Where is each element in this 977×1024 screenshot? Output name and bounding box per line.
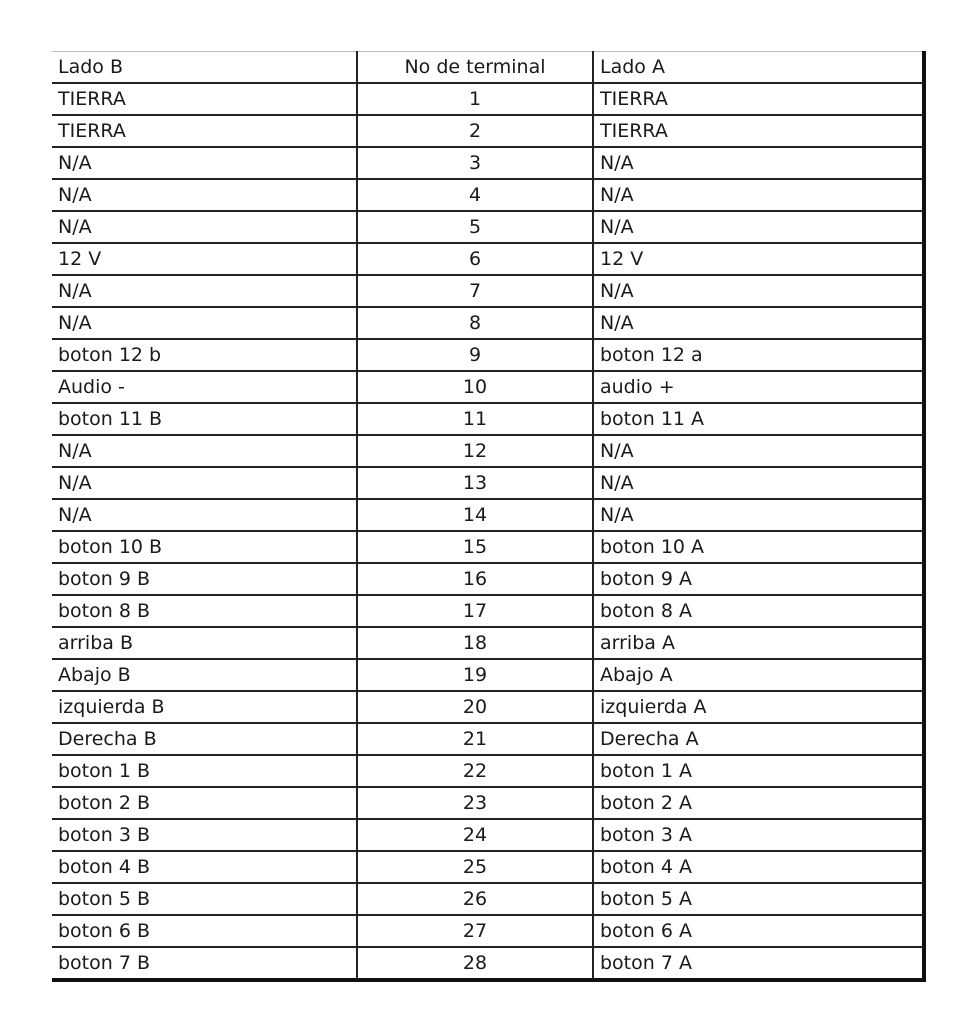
cell-side-b: boton 9 B xyxy=(52,563,357,595)
cell-side-b: N/A xyxy=(52,179,357,211)
cell-side-a: boton 5 A xyxy=(593,883,924,915)
cell-terminal: 28 xyxy=(357,947,593,980)
cell-terminal: 25 xyxy=(357,851,593,883)
cell-side-b: boton 11 B xyxy=(52,403,357,435)
cell-side-a: 12 V xyxy=(593,243,924,275)
cell-terminal: 11 xyxy=(357,403,593,435)
cell-side-b: boton 1 B xyxy=(52,755,357,787)
table-row xyxy=(52,275,924,307)
cell-side-a: boton 12 a xyxy=(593,339,924,371)
cell-side-b: N/A xyxy=(52,275,357,307)
table-row xyxy=(52,851,924,883)
cell-side-b: boton 3 B xyxy=(52,819,357,851)
cell-side-a: izquierda A xyxy=(593,691,924,723)
table-row xyxy=(52,755,924,787)
cell-terminal: 9 xyxy=(357,339,593,371)
cell-side-a: Derecha A xyxy=(593,723,924,755)
cell-terminal: 1 xyxy=(357,83,593,115)
table-row xyxy=(52,659,924,691)
cell-side-a: boton 6 A xyxy=(593,915,924,947)
table-row xyxy=(52,499,924,531)
cell-terminal: 18 xyxy=(357,627,593,659)
table-row xyxy=(52,531,924,563)
header-side-b: Lado B xyxy=(52,52,357,84)
cell-terminal: 15 xyxy=(357,531,593,563)
table-row xyxy=(52,563,924,595)
cell-side-a: boton 11 A xyxy=(593,403,924,435)
pinout-sheet xyxy=(52,51,924,982)
table-row xyxy=(52,819,924,851)
table-row xyxy=(52,467,924,499)
table-row xyxy=(52,915,924,947)
cell-side-b: izquierda B xyxy=(52,691,357,723)
cell-side-a: boton 1 A xyxy=(593,755,924,787)
table-row xyxy=(52,787,924,819)
table-row xyxy=(52,403,924,435)
table-row xyxy=(52,339,924,371)
cell-side-b: N/A xyxy=(52,499,357,531)
cell-side-b: N/A xyxy=(52,467,357,499)
cell-side-a: N/A xyxy=(593,435,924,467)
cell-side-b: 12 V xyxy=(52,243,357,275)
pinout-table-body xyxy=(52,52,924,981)
cell-side-a: N/A xyxy=(593,275,924,307)
table-row xyxy=(52,723,924,755)
table-row xyxy=(52,595,924,627)
cell-side-a: boton 7 A xyxy=(593,947,924,980)
cell-terminal: 12 xyxy=(357,435,593,467)
cell-side-b: boton 2 B xyxy=(52,787,357,819)
cell-terminal: 19 xyxy=(357,659,593,691)
cell-side-a: boton 4 A xyxy=(593,851,924,883)
cell-terminal: 8 xyxy=(357,307,593,339)
cell-side-a: boton 9 A xyxy=(593,563,924,595)
cell-terminal: 14 xyxy=(357,499,593,531)
table-row xyxy=(52,883,924,915)
cell-terminal: 5 xyxy=(357,211,593,243)
cell-side-a: N/A xyxy=(593,467,924,499)
cell-side-a: N/A xyxy=(593,147,924,179)
cell-terminal: 7 xyxy=(357,275,593,307)
cell-side-b: TIERRA xyxy=(52,115,357,147)
cell-terminal: 17 xyxy=(357,595,593,627)
cell-side-a: audio + xyxy=(593,371,924,403)
header-terminal: No de terminal xyxy=(357,52,593,84)
cell-terminal: 6 xyxy=(357,243,593,275)
cell-side-b: Audio - xyxy=(52,371,357,403)
table-row xyxy=(52,371,924,403)
cell-side-a: N/A xyxy=(593,499,924,531)
cell-side-a: arriba A xyxy=(593,627,924,659)
cell-side-a: Abajo A xyxy=(593,659,924,691)
cell-side-a: TIERRA xyxy=(593,83,924,115)
table-row xyxy=(52,211,924,243)
cell-side-a: boton 10 A xyxy=(593,531,924,563)
cell-terminal: 3 xyxy=(357,147,593,179)
cell-terminal: 13 xyxy=(357,467,593,499)
table-row xyxy=(52,435,924,467)
cell-side-a: N/A xyxy=(593,307,924,339)
cell-side-a: TIERRA xyxy=(593,115,924,147)
cell-terminal: 2 xyxy=(357,115,593,147)
cell-terminal: 26 xyxy=(357,883,593,915)
cell-side-b: boton 7 B xyxy=(52,947,357,980)
cell-side-a: boton 2 A xyxy=(593,787,924,819)
table-row xyxy=(52,83,924,115)
pinout-table xyxy=(52,51,926,982)
cell-terminal: 10 xyxy=(357,371,593,403)
table-row xyxy=(52,691,924,723)
cell-terminal: 4 xyxy=(357,179,593,211)
cell-side-b: TIERRA xyxy=(52,83,357,115)
cell-side-a: N/A xyxy=(593,211,924,243)
table-row xyxy=(52,947,924,980)
cell-side-a: N/A xyxy=(593,179,924,211)
cell-side-b: Derecha B xyxy=(52,723,357,755)
cell-side-b: boton 10 B xyxy=(52,531,357,563)
cell-side-a: boton 8 A xyxy=(593,595,924,627)
table-row xyxy=(52,627,924,659)
table-row xyxy=(52,179,924,211)
cell-terminal: 21 xyxy=(357,723,593,755)
cell-terminal: 27 xyxy=(357,915,593,947)
cell-side-a: boton 3 A xyxy=(593,819,924,851)
cell-side-b: Abajo B xyxy=(52,659,357,691)
table-row xyxy=(52,307,924,339)
cell-side-b: N/A xyxy=(52,435,357,467)
cell-side-b: boton 12 b xyxy=(52,339,357,371)
header-side-a: Lado A xyxy=(593,52,924,84)
cell-terminal: 24 xyxy=(357,819,593,851)
cell-terminal: 16 xyxy=(357,563,593,595)
cell-side-b: boton 8 B xyxy=(52,595,357,627)
cell-side-b: boton 6 B xyxy=(52,915,357,947)
cell-terminal: 20 xyxy=(357,691,593,723)
cell-terminal: 23 xyxy=(357,787,593,819)
cell-side-b: boton 5 B xyxy=(52,883,357,915)
header-row xyxy=(52,52,924,84)
table-row xyxy=(52,115,924,147)
cell-side-b: N/A xyxy=(52,211,357,243)
cell-side-b: N/A xyxy=(52,147,357,179)
cell-side-b: boton 4 B xyxy=(52,851,357,883)
table-row xyxy=(52,243,924,275)
cell-side-b: arriba B xyxy=(52,627,357,659)
cell-side-b: N/A xyxy=(52,307,357,339)
table-row xyxy=(52,147,924,179)
cell-terminal: 22 xyxy=(357,755,593,787)
